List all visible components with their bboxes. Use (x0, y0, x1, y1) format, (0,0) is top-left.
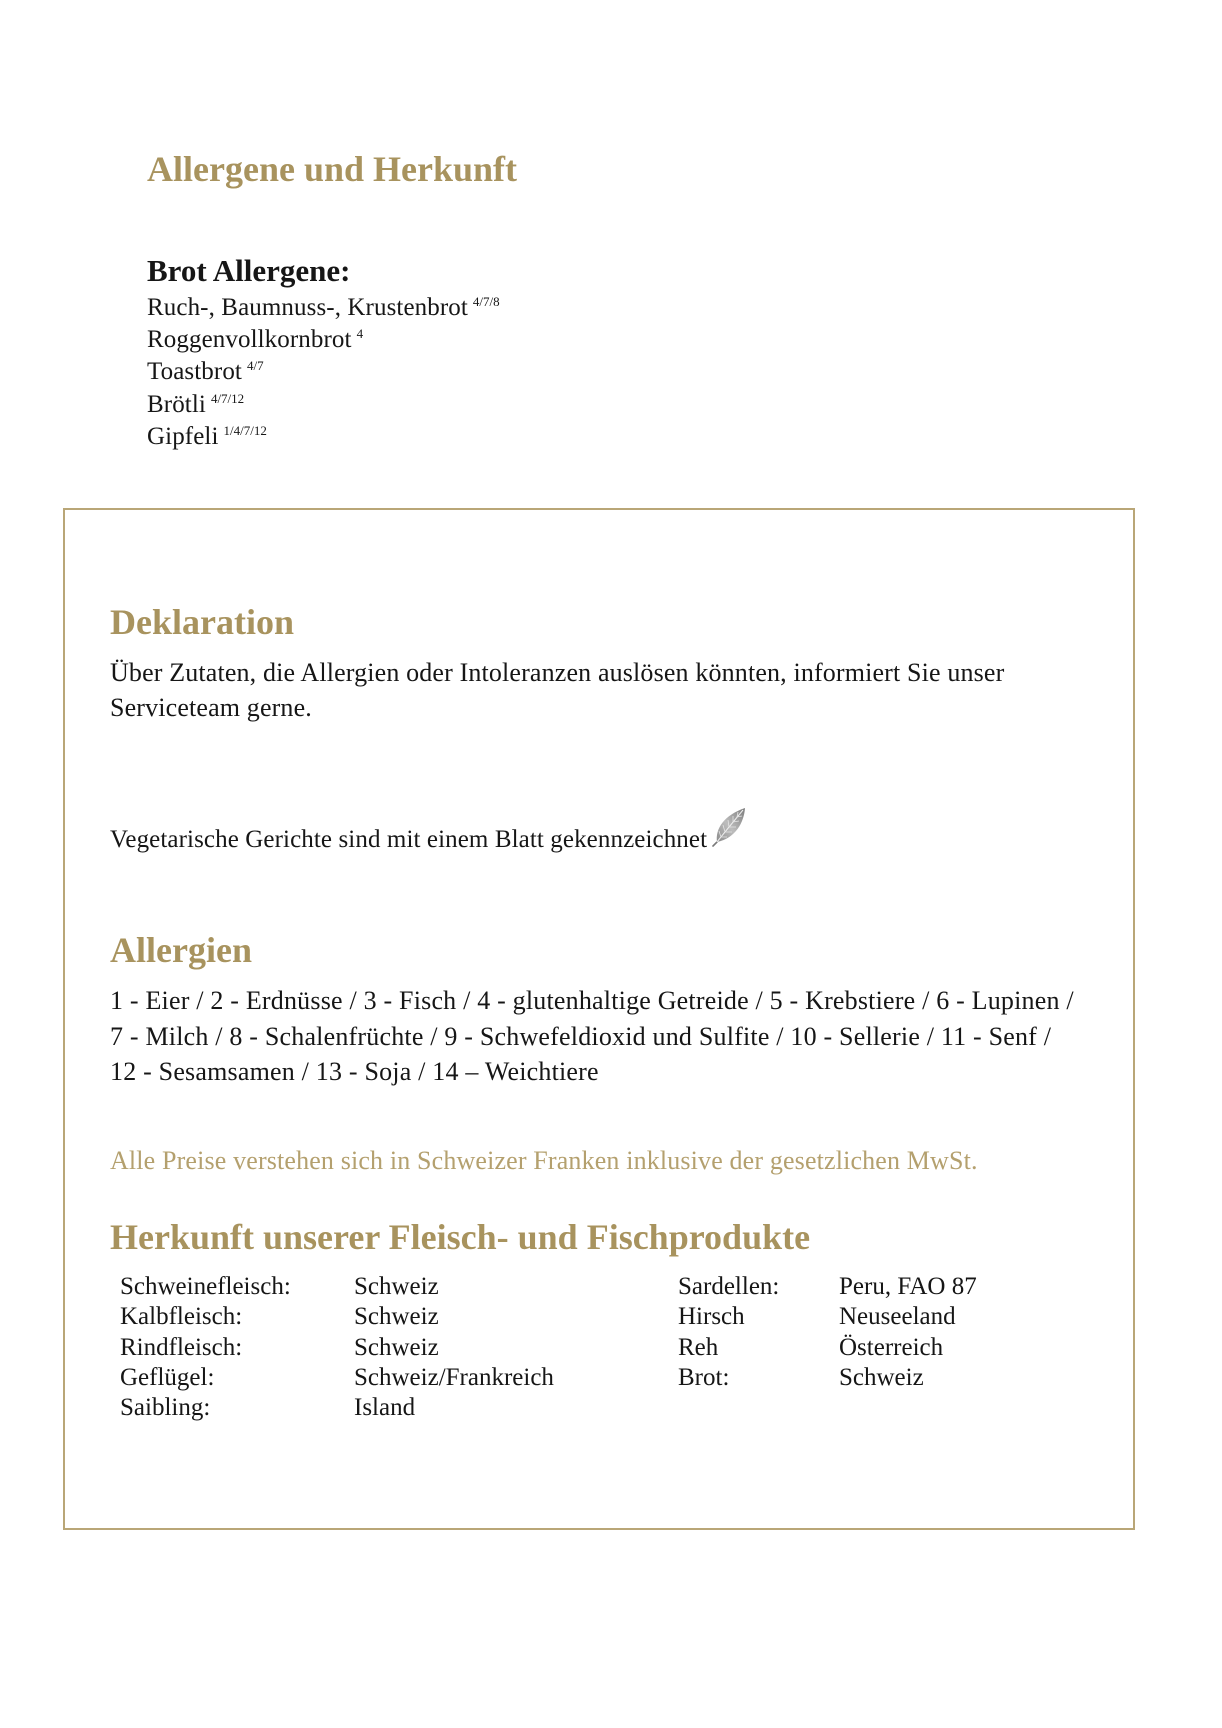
origin-row (120, 1393, 554, 1423)
allergens-line: 12 - Sesamsamen / 13 - Soja / 14 – Weichtiere (110, 1057, 599, 1086)
bread-name: Toastbrot (147, 358, 242, 386)
bread-name: Gipfeli (147, 422, 219, 450)
origin-table-left (120, 1272, 554, 1423)
origin-country: Schweiz (354, 1303, 439, 1331)
origin-row (678, 1272, 977, 1302)
declaration-text-line: Serviceteam gerne. (110, 693, 312, 722)
allergen-codes: 4 (356, 326, 364, 342)
bread-item (147, 421, 500, 453)
origin-product: Geflügel: (120, 1363, 215, 1391)
origin-product: Reh (678, 1333, 719, 1361)
origin-table-right (678, 1272, 977, 1393)
allergens-line: 1 - Eier / 2 - Erdnüsse / 3 - Fisch / 4 - glutenhaltige Getreide / 5 - Krebstiere / 6 - Lupinen / (110, 986, 1074, 1015)
allergens-list (110, 983, 1074, 1090)
origin-country: Island (354, 1394, 416, 1422)
bread-item (147, 389, 500, 421)
price-note: Alle Preise verstehen sich in Schweizer Franken inklusive der gesetzlichen MwSt. (110, 1146, 978, 1175)
origin-country: Schweiz (354, 1333, 439, 1361)
origin-country: Schweiz (354, 1273, 439, 1300)
bread-allergens-list (147, 292, 500, 453)
origin-country: Österreich (839, 1333, 944, 1361)
origin-product: Saibling: (120, 1394, 211, 1422)
origin-heading: Herkunft unserer Fleisch- und Fischprodukte (110, 1217, 811, 1257)
origin-country: Schweiz/Frankreich (354, 1363, 554, 1391)
allergen-codes: 4/7/12 (210, 390, 245, 406)
origin-product: Hirsch (678, 1303, 745, 1331)
origin-row (120, 1302, 554, 1332)
origin-product: Sardellen: (678, 1273, 780, 1300)
info-box (63, 508, 1135, 1530)
origin-product: Kalbfleisch: (120, 1303, 243, 1331)
allergen-codes: 4/7 (246, 358, 264, 374)
origin-row (678, 1302, 977, 1332)
allergens-line: 7 - Milch / 8 - Schalenfrüchte / 9 - Schwefeldioxid und Sulfite / 10 - Sellerie / 11 - Senf / (110, 1021, 1052, 1051)
origin-row (678, 1333, 977, 1363)
origin-country: Schweiz (839, 1363, 924, 1391)
declaration-text (110, 655, 1004, 725)
vegetarian-note (110, 807, 746, 855)
declaration-heading: Deklaration (110, 602, 294, 642)
origin-row (120, 1363, 554, 1393)
bread-item (147, 324, 500, 356)
bread-item (147, 292, 500, 324)
origin-product: Brot: (678, 1363, 730, 1391)
bread-allergens-heading: Brot Allergene: (147, 253, 351, 288)
declaration-text-line: Über Zutaten, die Allergien oder Intoleranzen auslösen könnten, informiert Sie unser (110, 658, 1005, 687)
allergen-codes: 4/7/8 (472, 294, 500, 309)
allergens-heading: Allergien (110, 930, 252, 970)
allergen-codes: 1/4/7/12 (223, 422, 267, 438)
origin-product: Schweinefleisch: (120, 1273, 291, 1300)
bread-name: Ruch-, Baumnuss-, Krustenbrot (147, 294, 468, 321)
origin-row (678, 1363, 977, 1393)
origin-row (120, 1272, 554, 1302)
origin-country: Peru, FAO 87 (839, 1273, 977, 1300)
bread-name: Roggenvollkornbrot (147, 326, 352, 354)
leaf-icon (712, 807, 746, 847)
vegetarian-note-text: Vegetarische Gerichte sind mit einem Blatt gekennzeichnet (110, 826, 708, 853)
origin-row (120, 1333, 554, 1363)
bread-item (147, 356, 500, 388)
page-title: Allergene und Herkunft (147, 149, 518, 189)
origin-product: Rindfleisch: (120, 1333, 243, 1361)
bread-name: Brötli (147, 390, 206, 418)
origin-country: Neuseeland (839, 1303, 956, 1331)
